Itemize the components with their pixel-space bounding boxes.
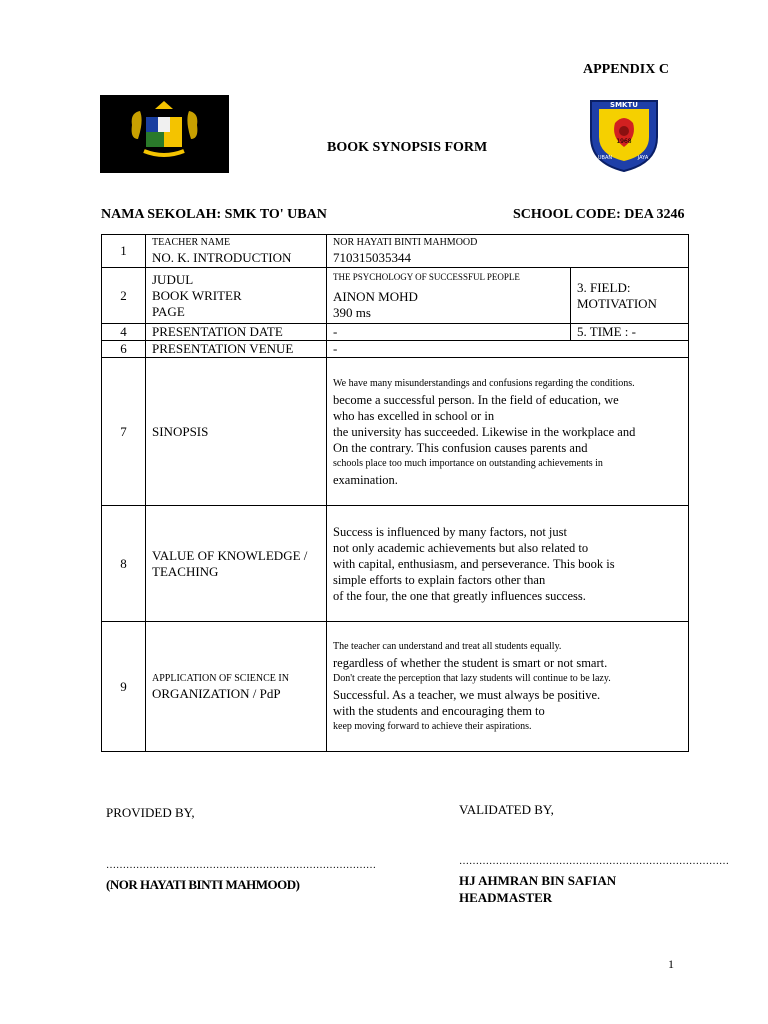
table-row bbox=[102, 235, 689, 268]
synopsis-line: schools place too much importance on outstanding achievements in bbox=[333, 457, 603, 469]
school-crest-logo bbox=[585, 93, 663, 173]
knowledge-line: Success is influenced by many factors, not just bbox=[333, 524, 567, 539]
application-line: with the students and encouraging them to bbox=[333, 703, 545, 718]
presentation-venue-label: PRESENTATION VENUE bbox=[146, 341, 327, 358]
application-line: The teacher can understand and treat all students equally. bbox=[333, 640, 562, 652]
row-number: 7 bbox=[102, 358, 146, 506]
teacher-name-label: TEACHER NAME bbox=[152, 237, 231, 248]
coat-of-arms-logo bbox=[100, 95, 229, 173]
book-writer-value: AINON MOHD bbox=[333, 288, 418, 304]
row-number: 4 bbox=[102, 324, 146, 341]
table-row bbox=[102, 622, 689, 752]
synopsis-text bbox=[327, 358, 689, 506]
svg-text:UBAN: UBAN bbox=[597, 155, 613, 161]
svg-text:SMKTU: SMKTU bbox=[610, 101, 638, 109]
presentation-time: 5. TIME : - bbox=[571, 324, 689, 341]
table-row bbox=[102, 324, 689, 341]
ic-number-label: NO. K. INTRODUCTION bbox=[152, 250, 292, 265]
provided-by-label: PROVIDED BY, bbox=[106, 805, 195, 820]
knowledge-line: with capital, enthusiasm, and perseverance. This book is bbox=[333, 556, 615, 571]
validator-name: HJ AHMRAN BIN SAFIAN bbox=[459, 873, 617, 888]
value-of-knowledge-label: VALUE OF KNOWLEDGE / TEACHING bbox=[146, 506, 327, 622]
application-line: regardless of whether the student is smart or not smart. bbox=[333, 655, 608, 670]
knowledge-line: simple efforts to explain factors other than bbox=[333, 572, 546, 587]
synopsis-line: become a successful person. In the field of education, we bbox=[333, 392, 619, 407]
ic-number-value: 710315035344 bbox=[333, 250, 411, 265]
svg-text:JAYA: JAYA bbox=[637, 155, 649, 161]
application-label-cell bbox=[146, 622, 327, 752]
row-number: 1 bbox=[102, 235, 146, 268]
field-cell: 3. FIELD: MOTIVATION bbox=[571, 268, 689, 324]
application-line: keep moving forward to achieve their aspirations. bbox=[333, 720, 532, 732]
appendix-label: APPENDIX C bbox=[583, 62, 669, 77]
signature-line-left: ……………………………………………………………………… bbox=[106, 860, 376, 871]
application-text bbox=[327, 622, 689, 752]
presentation-date-label: PRESENTATION DATE bbox=[146, 324, 327, 341]
validated-by-label: VALIDATED BY, bbox=[459, 802, 554, 817]
writer-label: BOOK WRITER bbox=[152, 287, 242, 303]
synopsis-line: who has excelled in school or in bbox=[333, 408, 495, 423]
page-count-value: 390 ms bbox=[333, 304, 371, 320]
application-label: APPLICATION OF SCIENCE IN bbox=[152, 672, 289, 684]
presentation-date-value: - bbox=[327, 324, 571, 341]
row-number: 8 bbox=[102, 506, 146, 622]
table-row bbox=[102, 506, 689, 622]
organization-label: ORGANIZATION / PdP bbox=[152, 685, 281, 701]
synopsis-line: examination. bbox=[333, 472, 398, 487]
validator-title: HEADMASTER bbox=[459, 890, 553, 905]
form-title: BOOK SYNOPSIS FORM bbox=[327, 140, 488, 155]
value-of-knowledge-text bbox=[327, 506, 689, 622]
page-number: 1 bbox=[668, 957, 674, 971]
book-label-cell bbox=[146, 268, 327, 324]
signature-line-right: ……………………………………………………………………… bbox=[459, 856, 729, 867]
table-row bbox=[102, 358, 689, 506]
teacher-label-cell bbox=[146, 235, 327, 268]
row-number: 6 bbox=[102, 341, 146, 358]
teacher-name-value: NOR HAYATI BINTI MAHMOOD bbox=[333, 237, 478, 248]
book-value-cell bbox=[327, 268, 571, 324]
synopsis-label: SINOPSIS bbox=[146, 358, 327, 506]
row-number: 2 bbox=[102, 268, 146, 324]
table-row bbox=[102, 341, 689, 358]
book-title-value: THE PSYCHOLOGY OF SUCCESSFUL PEOPLE bbox=[333, 271, 520, 282]
knowledge-line: not only academic achievements but also related to bbox=[333, 540, 589, 555]
synopsis-table bbox=[101, 234, 689, 752]
school-code: SCHOOL CODE: DEA 3246 bbox=[513, 207, 685, 222]
presentation-venue-value: - bbox=[327, 341, 689, 358]
synopsis-line: the university has succeeded. Likewise in the workplace and bbox=[333, 424, 636, 439]
application-line: Successful. As a teacher, we must always be positive. bbox=[333, 687, 601, 702]
page-label: PAGE bbox=[152, 303, 185, 319]
row-number: 9 bbox=[102, 622, 146, 752]
provider-name: (NOR HAYATI BINTI MAHMOOD) bbox=[106, 877, 300, 892]
synopsis-line: We have many misunderstandings and confusions regarding the conditions. bbox=[333, 377, 635, 389]
title-label: JUDUL bbox=[152, 271, 194, 287]
school-name: NAMA SEKOLAH: SMK TO' UBAN bbox=[101, 207, 327, 222]
svg-text:1968: 1968 bbox=[616, 138, 632, 145]
knowledge-line: of the four, the one that greatly influences success. bbox=[333, 588, 586, 603]
teacher-value-cell bbox=[327, 235, 689, 268]
application-line: Don't create the perception that lazy students will continue to be lazy. bbox=[333, 672, 611, 684]
table-row bbox=[102, 268, 689, 324]
synopsis-line: On the contrary. This confusion causes parents and bbox=[333, 440, 588, 455]
